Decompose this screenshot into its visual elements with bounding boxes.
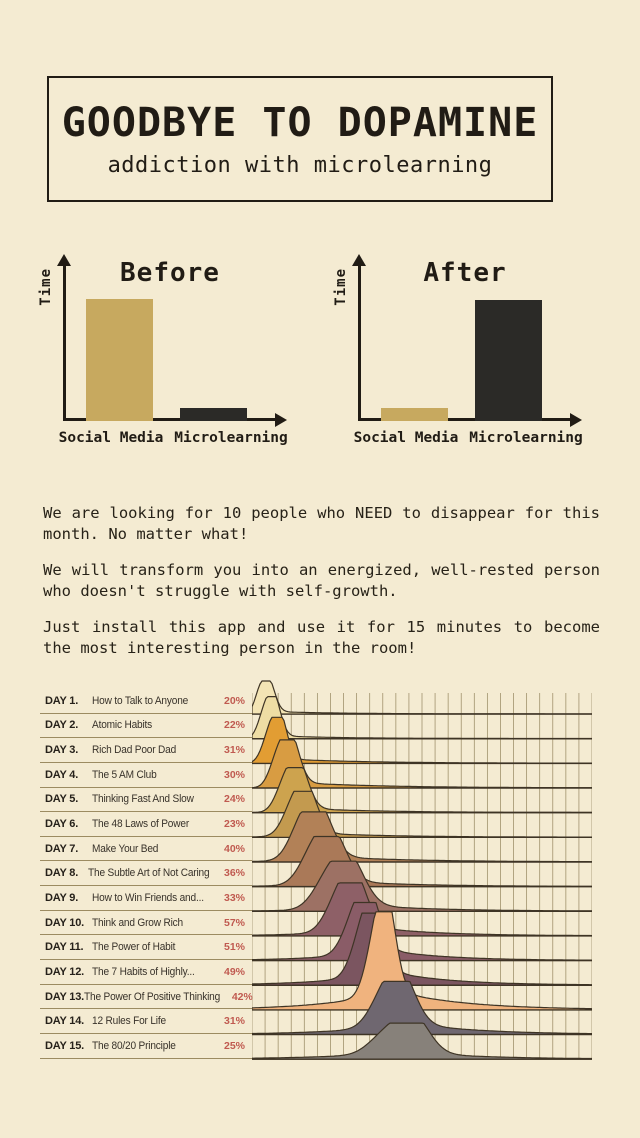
day-label: DAY 5. xyxy=(45,793,79,806)
book-title: The Subtle Art of Not Caring xyxy=(87,867,210,880)
day-label: DAY 13. xyxy=(45,990,84,1003)
page-title: GOODBYE TO DOPAMINE xyxy=(61,100,539,146)
after-bar-chart xyxy=(325,252,605,484)
after-microlearning-label: Microlearning xyxy=(469,430,583,446)
table-row xyxy=(40,985,252,1010)
table-row xyxy=(40,837,252,862)
table-row xyxy=(40,1009,252,1034)
before-x-axis-arrow-icon xyxy=(275,413,287,427)
before-y-axis-arrow-icon xyxy=(57,254,71,266)
percent-value: 31% xyxy=(223,744,245,757)
percent-value: 22% xyxy=(223,719,245,732)
before-microlearning-bar xyxy=(180,408,247,421)
book-title: The 48 Laws of Power xyxy=(92,818,190,831)
day-label: DAY 2. xyxy=(45,719,79,732)
reading-plan-ridgeline-chart xyxy=(40,676,592,1068)
after-y-axis-arrow-icon xyxy=(352,254,366,266)
percent-value: 30% xyxy=(223,768,245,781)
percent-value: 31% xyxy=(223,1015,245,1028)
percent-value: 36% xyxy=(223,867,245,880)
paragraph-1: We are looking for 10 people who NEED to disappear for this month. No matter what! xyxy=(43,504,600,544)
percent-value: 20% xyxy=(223,694,245,707)
book-title: Make Your Bed xyxy=(92,842,159,855)
day-label: DAY 4. xyxy=(45,768,79,781)
before-chart-title: Before xyxy=(120,258,220,288)
header-box xyxy=(47,76,553,202)
table-row xyxy=(40,911,252,936)
book-title: The 7 Habits of Highly... xyxy=(92,965,195,978)
ridgeline-density-plot xyxy=(252,676,592,1068)
table-row xyxy=(40,714,252,739)
before-y-axis-label: Time xyxy=(38,268,54,306)
after-social-media-label: Social Media xyxy=(353,430,459,446)
book-title: The 80/20 Principle xyxy=(92,1039,176,1052)
table-row xyxy=(40,738,252,763)
book-title: 12 Rules For Life xyxy=(92,1015,166,1028)
table-row xyxy=(40,689,252,714)
reading-plan-table xyxy=(40,689,252,1059)
book-title: The 5 AM Club xyxy=(92,768,157,781)
table-row xyxy=(40,935,252,960)
table-row xyxy=(40,1034,252,1059)
book-title: Think and Grow Rich xyxy=(92,916,183,929)
before-microlearning-label: Microlearning xyxy=(174,430,288,446)
percent-value: 57% xyxy=(223,916,245,929)
before-social-media-bar xyxy=(86,299,153,421)
after-microlearning-bar xyxy=(475,300,542,421)
book-title: The Power Of Positive Thinking xyxy=(83,990,221,1003)
table-row xyxy=(40,886,252,911)
book-title: The Power of Habit xyxy=(92,941,176,954)
book-title: How to Win Friends and... xyxy=(92,891,204,904)
day-label: DAY 7. xyxy=(45,842,79,855)
percent-value: 42% xyxy=(231,990,253,1003)
book-title: How to Talk to Anyone xyxy=(92,694,189,707)
day-label: DAY 12. xyxy=(45,965,84,978)
before-bar-chart xyxy=(30,252,310,484)
day-label: DAY 3. xyxy=(45,744,79,757)
paragraph-2: We will transform you into an energized, well-rested person who doesn't struggle with self-growth. xyxy=(43,561,600,601)
table-row xyxy=(40,763,252,788)
percent-value: 33% xyxy=(223,891,245,904)
after-y-axis-label: Time xyxy=(333,268,349,306)
table-row xyxy=(40,812,252,837)
day-label: DAY 9. xyxy=(45,891,79,904)
after-chart-title: After xyxy=(423,258,507,288)
percent-value: 49% xyxy=(223,965,245,978)
after-x-axis-arrow-icon xyxy=(570,413,582,427)
day-label: DAY 8. xyxy=(45,867,79,880)
table-row xyxy=(40,960,252,985)
book-title: Thinking Fast And Slow xyxy=(92,793,194,806)
day-label: DAY 11. xyxy=(45,941,84,954)
page-subtitle: addiction with microlearning xyxy=(107,153,493,178)
density-curve-day15 xyxy=(252,1023,592,1059)
percent-value: 25% xyxy=(223,1039,245,1052)
percent-value: 24% xyxy=(223,793,245,806)
before-social-media-label: Social Media xyxy=(58,430,164,446)
table-row xyxy=(40,861,252,886)
after-social-media-bar xyxy=(381,408,448,421)
before-y-axis xyxy=(63,264,66,420)
book-title: Atomic Habits xyxy=(92,719,153,732)
percent-value: 23% xyxy=(223,818,245,831)
body-copy xyxy=(43,503,600,674)
percent-value: 40% xyxy=(223,842,245,855)
paragraph-3: Just install this app and use it for 15 minutes to become the most interesting person in the room! xyxy=(43,618,600,658)
table-row xyxy=(40,788,252,813)
day-label: DAY 6. xyxy=(45,818,79,831)
percent-value: 51% xyxy=(223,941,245,954)
day-label: DAY 15. xyxy=(45,1039,84,1052)
day-label: DAY 14. xyxy=(45,1015,84,1028)
day-label: DAY 10. xyxy=(45,916,84,929)
day-label: DAY 1. xyxy=(45,694,79,707)
after-y-axis xyxy=(358,264,361,420)
book-title: Rich Dad Poor Dad xyxy=(92,744,177,757)
